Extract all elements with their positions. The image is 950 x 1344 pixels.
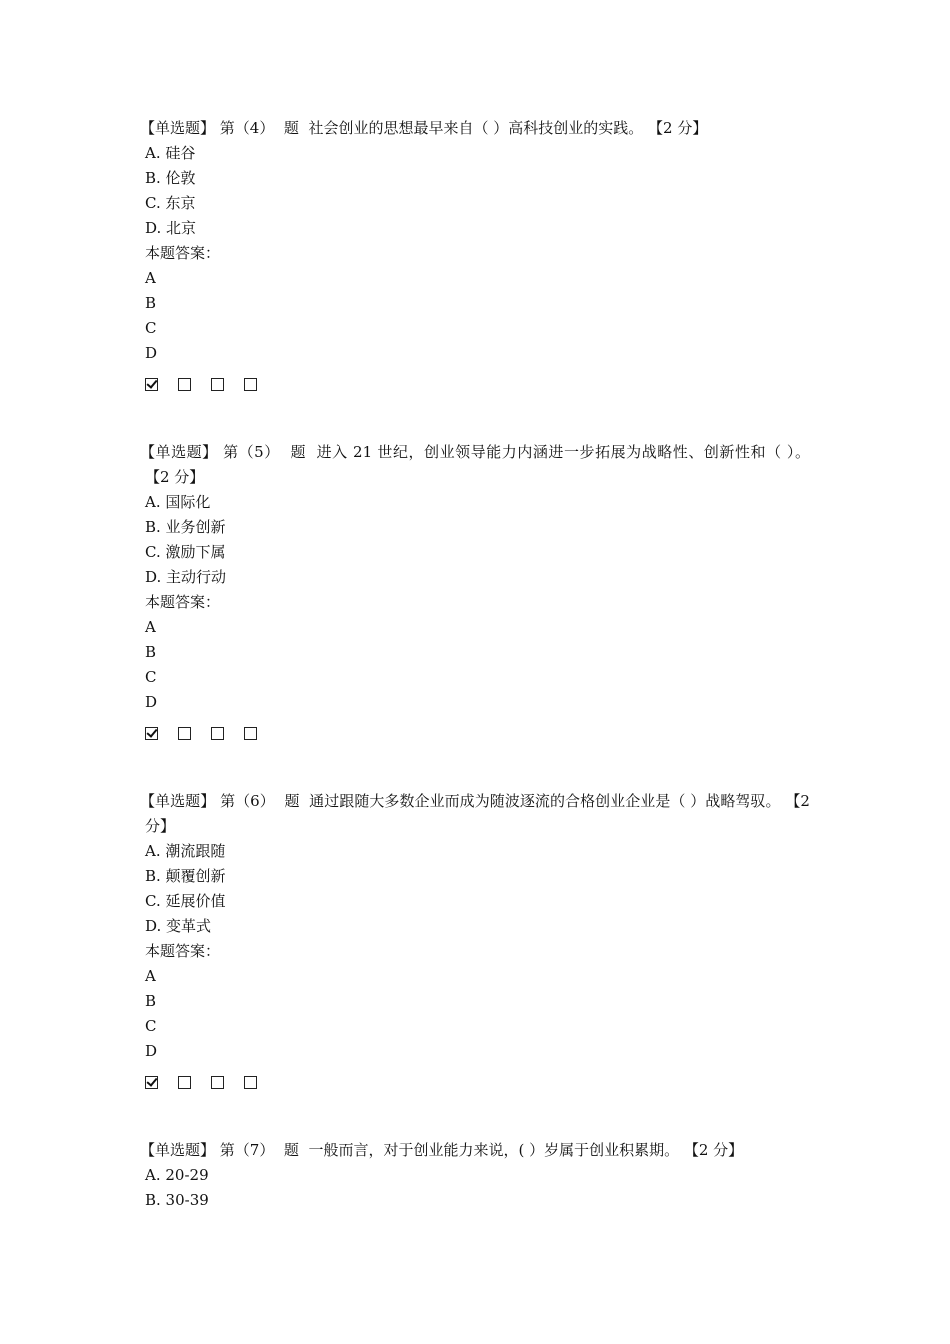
checkbox-b[interactable] bbox=[178, 378, 191, 391]
question-text: 进入 21 世纪，创业领导能力内涵进一步拓展为战略性、创新性和（ ）。 bbox=[316, 443, 810, 461]
question-7 bbox=[140, 1138, 810, 1213]
checkbox-a[interactable] bbox=[145, 727, 158, 740]
answer-choice-d: D bbox=[145, 693, 158, 711]
checkbox-b[interactable] bbox=[178, 727, 191, 740]
option-a: A. 国际化 bbox=[145, 493, 211, 511]
question-stem bbox=[140, 116, 810, 141]
option-b: B. 伦敦 bbox=[145, 169, 196, 187]
question-type: 【单选题】 bbox=[140, 1141, 216, 1159]
question-label: 题 bbox=[284, 792, 300, 810]
question-text: 一般而言，对于创业能力来说，( ）岁属于创业积累期。 bbox=[308, 1141, 680, 1159]
checkbox-b[interactable] bbox=[178, 1076, 191, 1089]
question-label: 题 bbox=[283, 1141, 299, 1159]
question-number: 第（6） bbox=[220, 792, 275, 810]
answer-choice-a: A bbox=[145, 269, 156, 287]
question-text: 通过跟随大多数企业而成为随波逐流的合格创业企业是（ ）战略驾驭。 bbox=[309, 792, 781, 810]
answer-choice-d: D bbox=[145, 344, 158, 362]
question-label: 题 bbox=[290, 443, 306, 461]
option-c: C. 激励下属 bbox=[145, 543, 226, 561]
question-score: 【2 分】 bbox=[145, 468, 205, 486]
answer-choice-b: B bbox=[145, 992, 157, 1010]
question-4 bbox=[140, 116, 810, 394]
answer-choice-b: B bbox=[145, 643, 157, 661]
answer-checkboxes bbox=[145, 378, 810, 394]
checkbox-c[interactable] bbox=[211, 378, 224, 391]
answer-label: 本题答案： bbox=[145, 244, 221, 262]
checkbox-c[interactable] bbox=[211, 1076, 224, 1089]
checkbox-a[interactable] bbox=[145, 1076, 158, 1089]
answer-label: 本题答案： bbox=[145, 942, 221, 960]
question-type: 【单选题】 bbox=[140, 792, 216, 810]
option-d: D. 主动行动 bbox=[145, 568, 227, 586]
option-b: B. 颠覆创新 bbox=[145, 867, 226, 885]
question-type: 【单选题】 bbox=[140, 119, 216, 137]
question-type: 【单选题】 bbox=[140, 443, 218, 461]
answer-choice-a: A bbox=[145, 618, 156, 636]
question-stem bbox=[140, 1138, 810, 1163]
question-6 bbox=[140, 789, 810, 1092]
option-a: A. 潮流跟随 bbox=[145, 842, 226, 860]
answer-label: 本题答案： bbox=[145, 593, 221, 611]
answer-choice-c: C bbox=[145, 1017, 157, 1035]
checkbox-d[interactable] bbox=[244, 1076, 257, 1089]
answer-choice-d: D bbox=[145, 1042, 158, 1060]
answer-choice-c: C bbox=[145, 668, 157, 686]
option-d: D. 北京 bbox=[145, 219, 197, 237]
question-5 bbox=[140, 440, 810, 743]
question-score: 【2 分】 bbox=[683, 1141, 744, 1159]
answer-checkboxes bbox=[145, 727, 810, 743]
option-c: C. 东京 bbox=[145, 194, 196, 212]
question-number: 第（5） bbox=[223, 443, 280, 461]
option-a: A. 硅谷 bbox=[145, 144, 196, 162]
checkbox-d[interactable] bbox=[244, 378, 257, 391]
checkbox-d[interactable] bbox=[244, 727, 257, 740]
answer-choice-b: B bbox=[145, 294, 157, 312]
answer-checkboxes bbox=[145, 1076, 810, 1092]
answer-choice-a: A bbox=[145, 967, 156, 985]
question-text: 社会创业的思想最早来自（ ）高科技创业的实践。 bbox=[308, 119, 644, 137]
question-score: 【2 分】 bbox=[145, 792, 810, 835]
question-label: 题 bbox=[283, 119, 299, 137]
question-number: 第（7） bbox=[219, 1141, 275, 1159]
option-a: A. 20-29 bbox=[145, 1166, 209, 1184]
option-b: B. 业务创新 bbox=[145, 518, 226, 536]
question-number: 第（4） bbox=[219, 119, 275, 137]
question-stem bbox=[140, 440, 810, 490]
question-stem bbox=[140, 789, 810, 839]
option-b: B. 30-39 bbox=[145, 1191, 209, 1209]
option-c: C. 延展价值 bbox=[145, 892, 226, 910]
checkbox-a[interactable] bbox=[145, 378, 158, 391]
option-d: D. 变革式 bbox=[145, 917, 212, 935]
answer-choice-c: C bbox=[145, 319, 157, 337]
question-score: 【2 分】 bbox=[648, 119, 708, 137]
checkbox-c[interactable] bbox=[211, 727, 224, 740]
